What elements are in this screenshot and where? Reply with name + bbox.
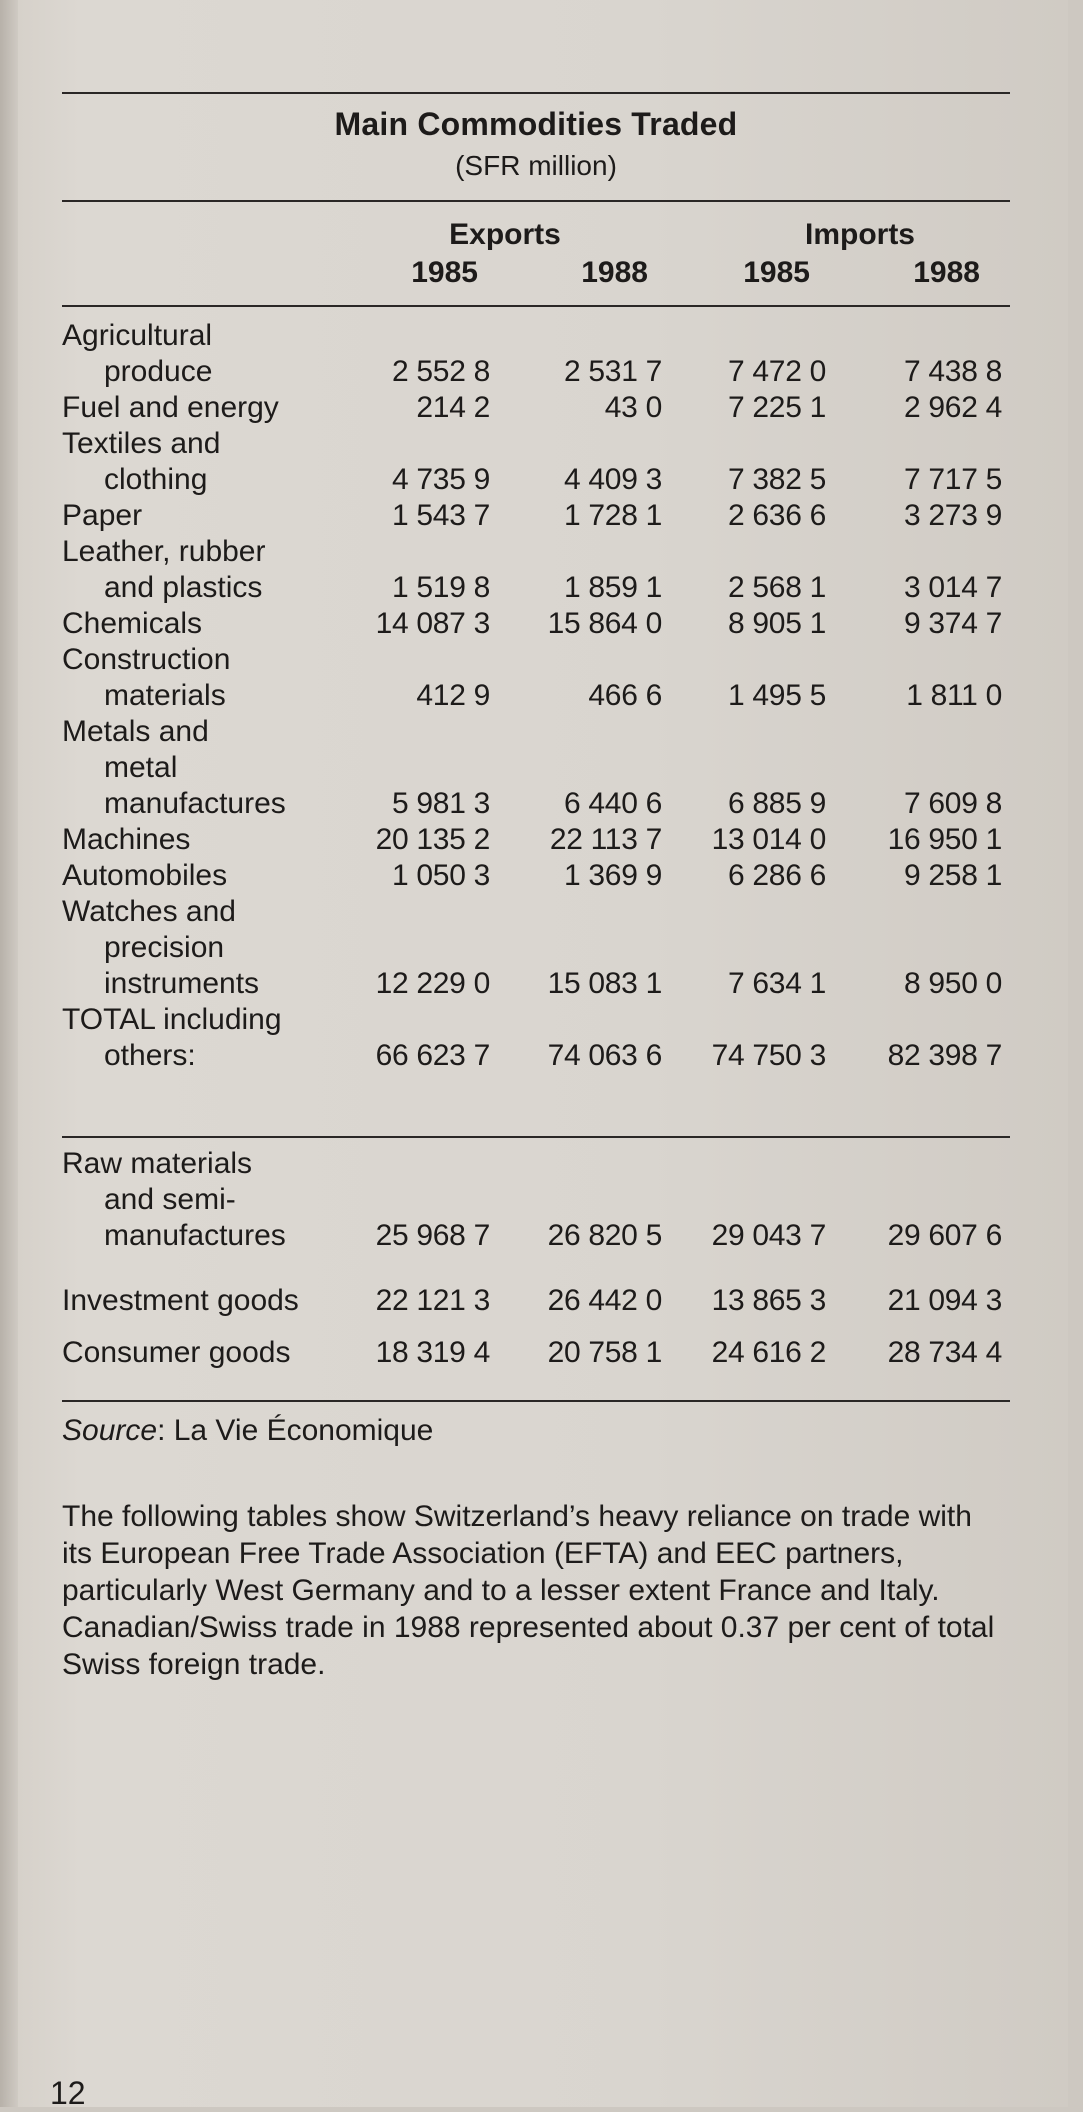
table-cell: 1 728 1 bbox=[564, 499, 662, 532]
table-cell: 7 382 5 bbox=[728, 463, 826, 496]
row-label bbox=[62, 498, 142, 534]
table-cell: 25 968 7 bbox=[375, 1219, 490, 1252]
table-cell: 1 369 9 bbox=[564, 859, 662, 892]
table-cell: 22 113 7 bbox=[549, 823, 662, 856]
page-number: 12 bbox=[50, 2075, 86, 2111]
year-header-imports-1988: 1988 bbox=[913, 256, 980, 289]
table-cell: 20 135 2 bbox=[375, 823, 490, 856]
table-cell: 20 758 1 bbox=[547, 1336, 662, 1369]
table-title: Main Commodities Traded bbox=[334, 106, 738, 142]
header-rule bbox=[62, 305, 1010, 307]
source-note bbox=[62, 1414, 433, 1448]
table-cell: 466 6 bbox=[588, 679, 662, 712]
table-cell: 7 717 5 bbox=[904, 463, 1002, 496]
row-label-line: and semi- bbox=[104, 1183, 236, 1216]
table-cell: 2 962 4 bbox=[904, 391, 1002, 424]
table-cell: 412 9 bbox=[416, 679, 490, 712]
group-header-imports: Imports bbox=[804, 218, 915, 251]
table-cell: 214 2 bbox=[416, 391, 490, 424]
bottom-rule bbox=[62, 1400, 1010, 1402]
row-label-line: Construction bbox=[62, 643, 231, 676]
table-cell: 6 885 9 bbox=[728, 787, 826, 820]
title-rule bbox=[62, 200, 1010, 202]
row-label bbox=[62, 462, 207, 498]
table-cell: 7 634 1 bbox=[728, 967, 826, 1000]
row-label-line: TOTAL including bbox=[62, 1003, 282, 1036]
source-text: : La Vie Économique bbox=[157, 1414, 434, 1447]
table-cell: 22 121 3 bbox=[375, 1284, 490, 1317]
table-cell: 7 438 8 bbox=[904, 355, 1002, 388]
table-cell: 7 225 1 bbox=[728, 391, 826, 424]
table-cell: 7 609 8 bbox=[904, 787, 1002, 820]
table-cell: 14 087 3 bbox=[375, 607, 490, 640]
year-header-exports-1988: 1988 bbox=[581, 256, 648, 289]
row-label-line: Agricultural bbox=[62, 319, 213, 352]
table-cell: 8 950 0 bbox=[904, 967, 1002, 1000]
table-cell: 3 273 9 bbox=[904, 499, 1002, 532]
row-label bbox=[62, 354, 212, 390]
row-label-line: Paper bbox=[62, 499, 143, 532]
row-label-line: Watches and bbox=[62, 895, 236, 928]
table-cell: 2 636 6 bbox=[728, 499, 826, 532]
row-label-line: metal bbox=[104, 751, 178, 784]
row-label-line: materials bbox=[104, 679, 226, 712]
table-cell: 29 043 7 bbox=[711, 1219, 826, 1252]
row-label-line: manufactures bbox=[104, 1219, 286, 1252]
group-header-exports: Exports bbox=[449, 218, 561, 251]
row-label bbox=[62, 642, 230, 678]
table-cell: 9 374 7 bbox=[904, 607, 1002, 640]
table-cell: 66 623 7 bbox=[375, 1039, 490, 1072]
row-label bbox=[62, 1182, 236, 1218]
table-cell: 1 519 8 bbox=[392, 571, 490, 604]
row-label bbox=[62, 606, 202, 642]
row-label-line: others: bbox=[104, 1039, 196, 1072]
row-label-line: Leather, rubber bbox=[62, 535, 266, 568]
row-label bbox=[62, 714, 209, 750]
table-cell: 6 440 6 bbox=[564, 787, 662, 820]
section-rule bbox=[62, 1136, 1010, 1138]
row-label-line: manufactures bbox=[104, 787, 286, 820]
row-label-line: Chemicals bbox=[62, 607, 203, 640]
year-header-exports-1985: 1985 bbox=[411, 256, 478, 289]
table-cell: 13 865 3 bbox=[711, 1284, 826, 1317]
table-cell: 2 531 7 bbox=[564, 355, 662, 388]
table-cell: 1 811 0 bbox=[906, 679, 1002, 712]
row-label-line: Consumer goods bbox=[62, 1336, 291, 1369]
table-cell: 16 950 1 bbox=[887, 823, 1002, 856]
table-cell: 9 258 1 bbox=[904, 859, 1002, 892]
book-spine-shadow bbox=[0, 0, 18, 2107]
table-cell: 24 616 2 bbox=[711, 1336, 826, 1369]
row-label-line: Automobiles bbox=[62, 859, 228, 892]
top-rule bbox=[62, 92, 1010, 94]
row-label-line: clothing bbox=[104, 463, 208, 496]
table-cell: 28 734 4 bbox=[887, 1336, 1002, 1369]
table-cell: 12 229 0 bbox=[375, 967, 490, 1000]
source-label: Source bbox=[62, 1414, 158, 1447]
row-label bbox=[62, 858, 227, 894]
row-label-line: produce bbox=[104, 355, 213, 388]
table-cell: 26 442 0 bbox=[547, 1284, 662, 1317]
table-cell: 3 014 7 bbox=[904, 571, 1002, 604]
body-paragraph: The following tables show Switzerland’s heavy reliance on trade with its European Free Trade Association (EFTA) and EEC partners, particularly West Germany and to a lesser extent France and Italy. Canadian/Swiss trade in 1988 represented about 0.37 per cent of total Swiss foreign trade. bbox=[62, 1500, 995, 1681]
table-cell: 4 409 3 bbox=[564, 463, 662, 496]
row-label bbox=[62, 570, 262, 606]
table-cell: 74 750 3 bbox=[711, 1039, 826, 1072]
table-cell: 74 063 6 bbox=[547, 1039, 662, 1072]
table-cell: 43 0 bbox=[604, 391, 662, 424]
row-label-line: Metals and bbox=[62, 715, 209, 748]
row-label bbox=[62, 1038, 196, 1074]
row-label-line: Fuel and energy bbox=[62, 391, 279, 424]
row-label bbox=[62, 1283, 299, 1319]
row-label bbox=[62, 1002, 282, 1038]
row-label bbox=[62, 1146, 252, 1182]
row-label bbox=[62, 318, 212, 354]
row-label bbox=[62, 534, 265, 570]
table-cell: 29 607 6 bbox=[887, 1219, 1002, 1252]
table-cell: 4 735 9 bbox=[392, 463, 490, 496]
row-label bbox=[62, 930, 224, 966]
row-label bbox=[62, 786, 286, 822]
row-label-line: Investment goods bbox=[62, 1284, 299, 1317]
table-cell: 1 859 1 bbox=[564, 571, 662, 604]
table-cell: 21 094 3 bbox=[887, 1284, 1002, 1317]
table-cell: 1 495 5 bbox=[728, 679, 826, 712]
row-label bbox=[62, 822, 190, 858]
year-header-imports-1985: 1985 bbox=[743, 256, 810, 289]
table-cell: 2 568 1 bbox=[728, 571, 826, 604]
row-label bbox=[62, 678, 226, 714]
row-label bbox=[62, 1335, 290, 1371]
table-cell: 7 472 0 bbox=[728, 355, 826, 388]
table-subtitle: (SFR million) bbox=[455, 150, 617, 181]
row-label bbox=[62, 1218, 286, 1254]
row-label-line: precision bbox=[104, 931, 225, 964]
row-label bbox=[62, 390, 279, 426]
table-cell: 15 864 0 bbox=[547, 607, 662, 640]
row-label-line: and plastics bbox=[104, 571, 263, 604]
table-cell: 2 552 8 bbox=[392, 355, 490, 388]
table-cell: 6 286 6 bbox=[728, 859, 826, 892]
table-cell: 13 014 0 bbox=[711, 823, 826, 856]
row-label bbox=[62, 894, 236, 930]
row-label-line: Textiles and bbox=[62, 427, 221, 460]
table-cell: 5 981 3 bbox=[392, 787, 490, 820]
row-label bbox=[62, 966, 259, 1002]
row-label-line: Raw materials bbox=[62, 1147, 253, 1180]
row-label-line: Machines bbox=[62, 823, 191, 856]
row-label-line: instruments bbox=[104, 967, 260, 1000]
table-cell: 26 820 5 bbox=[547, 1219, 662, 1252]
table-cell: 82 398 7 bbox=[887, 1039, 1002, 1072]
table-cell: 1 543 7 bbox=[392, 499, 490, 532]
row-label bbox=[62, 750, 177, 786]
row-label bbox=[62, 426, 220, 462]
table-cell: 15 083 1 bbox=[547, 967, 662, 1000]
table-cell: 8 905 1 bbox=[728, 607, 826, 640]
table-cell: 1 050 3 bbox=[392, 859, 490, 892]
table-cell: 18 319 4 bbox=[375, 1336, 490, 1369]
